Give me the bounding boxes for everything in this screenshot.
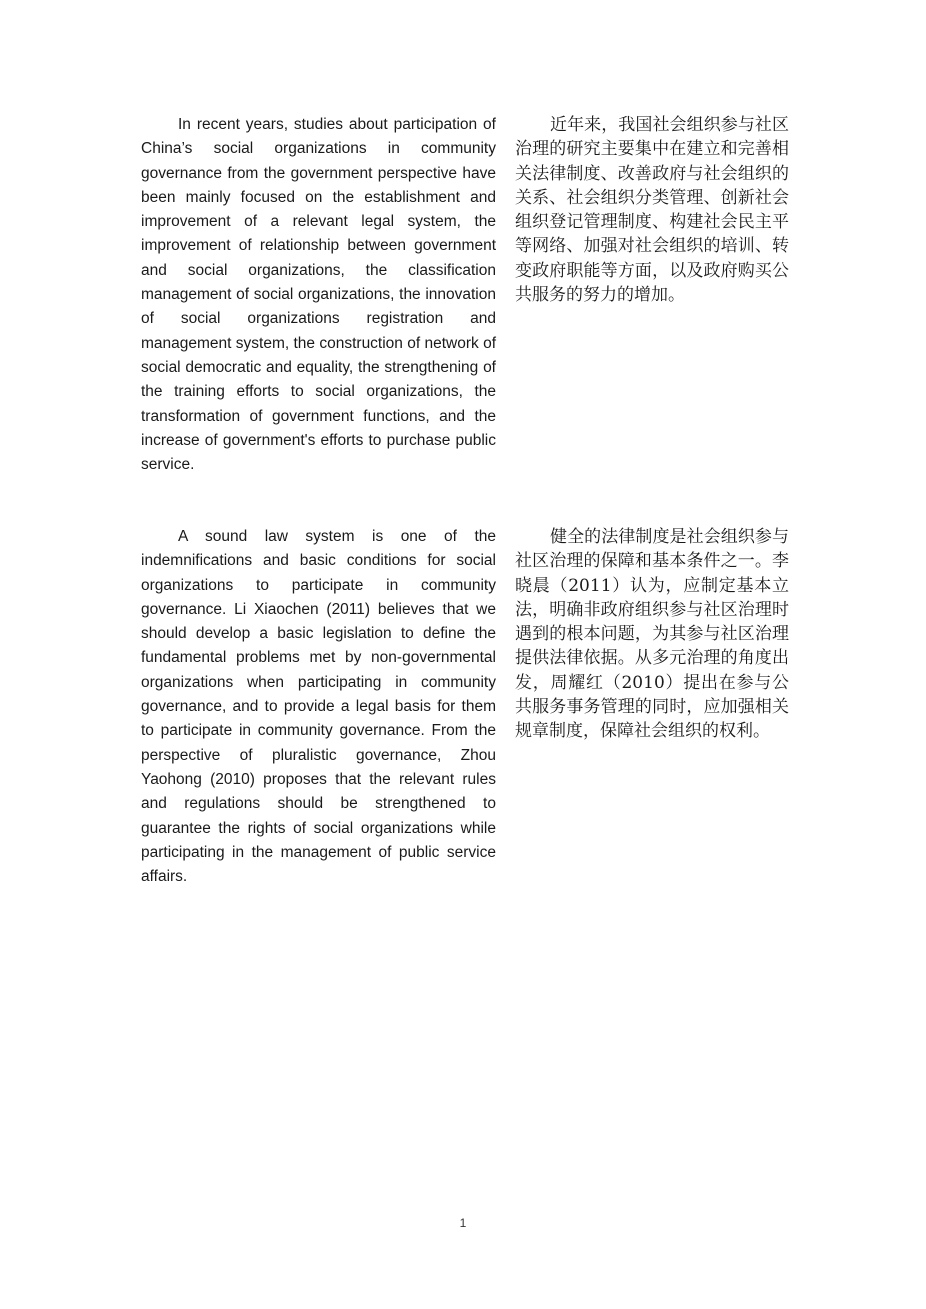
english-paragraph: A sound law system is one of the indemnifications and basic conditions for social organizations to participate in community governance. Li Xiaochen (2011) believes that we should develop a basic legislation to define the fundamental problems met by non-governmental organizations when participating in community governance, and to provide a legal basis for them to participate in community governance. From the perspective of pluralistic governance, Zhou Yaohong (2010) proposes that the relevant rules and regulations should be strengthened to guarantee the rights of social organizations while participating in the management of public service affairs. xyxy=(141,528,496,886)
page-number: 1 xyxy=(459,1216,467,1230)
chinese-paragraph: 近年来，我国社会组织参与社区治理的研究主要集中在建立和完善相关法律制度、改善政府与社会组织的关系、社会组织分类管理、创新社会组织登记管理制度、构建社会民主平等网络、加强对社会组织的培训、转变政府职能等方面，以及政府购买公共服务的努力的增加。 xyxy=(515,115,789,306)
english-paragraph: In recent years, studies about participation of China’s social organizations in community governance from the government perspective have been mainly focused on the establishment and improvement of a relevant legal system, the improvement of relationship between government and social organizations, the classification management of social organizations, the innovation of social organizations registration and management system, the construction of network of social democratic and equality, the strengthening of the training efforts to social organizations, the transformation of government functions, and the increase of government's efforts to purchase public service. xyxy=(141,116,496,474)
chinese-paragraph: 健全的法律制度是社会组织参与社区治理的保障和基本条件之一。李晓晨（2011）认为，应制定基本立法，明确非政府组织参与社区治理时遇到的根本问题，为其参与社区治理提供法律依据。从多元治理的角度出发，周耀红（2010）提出在参与公共服务事务管理的同时，应加强相关规章制度，保障社会组织的权利。 xyxy=(515,527,789,742)
